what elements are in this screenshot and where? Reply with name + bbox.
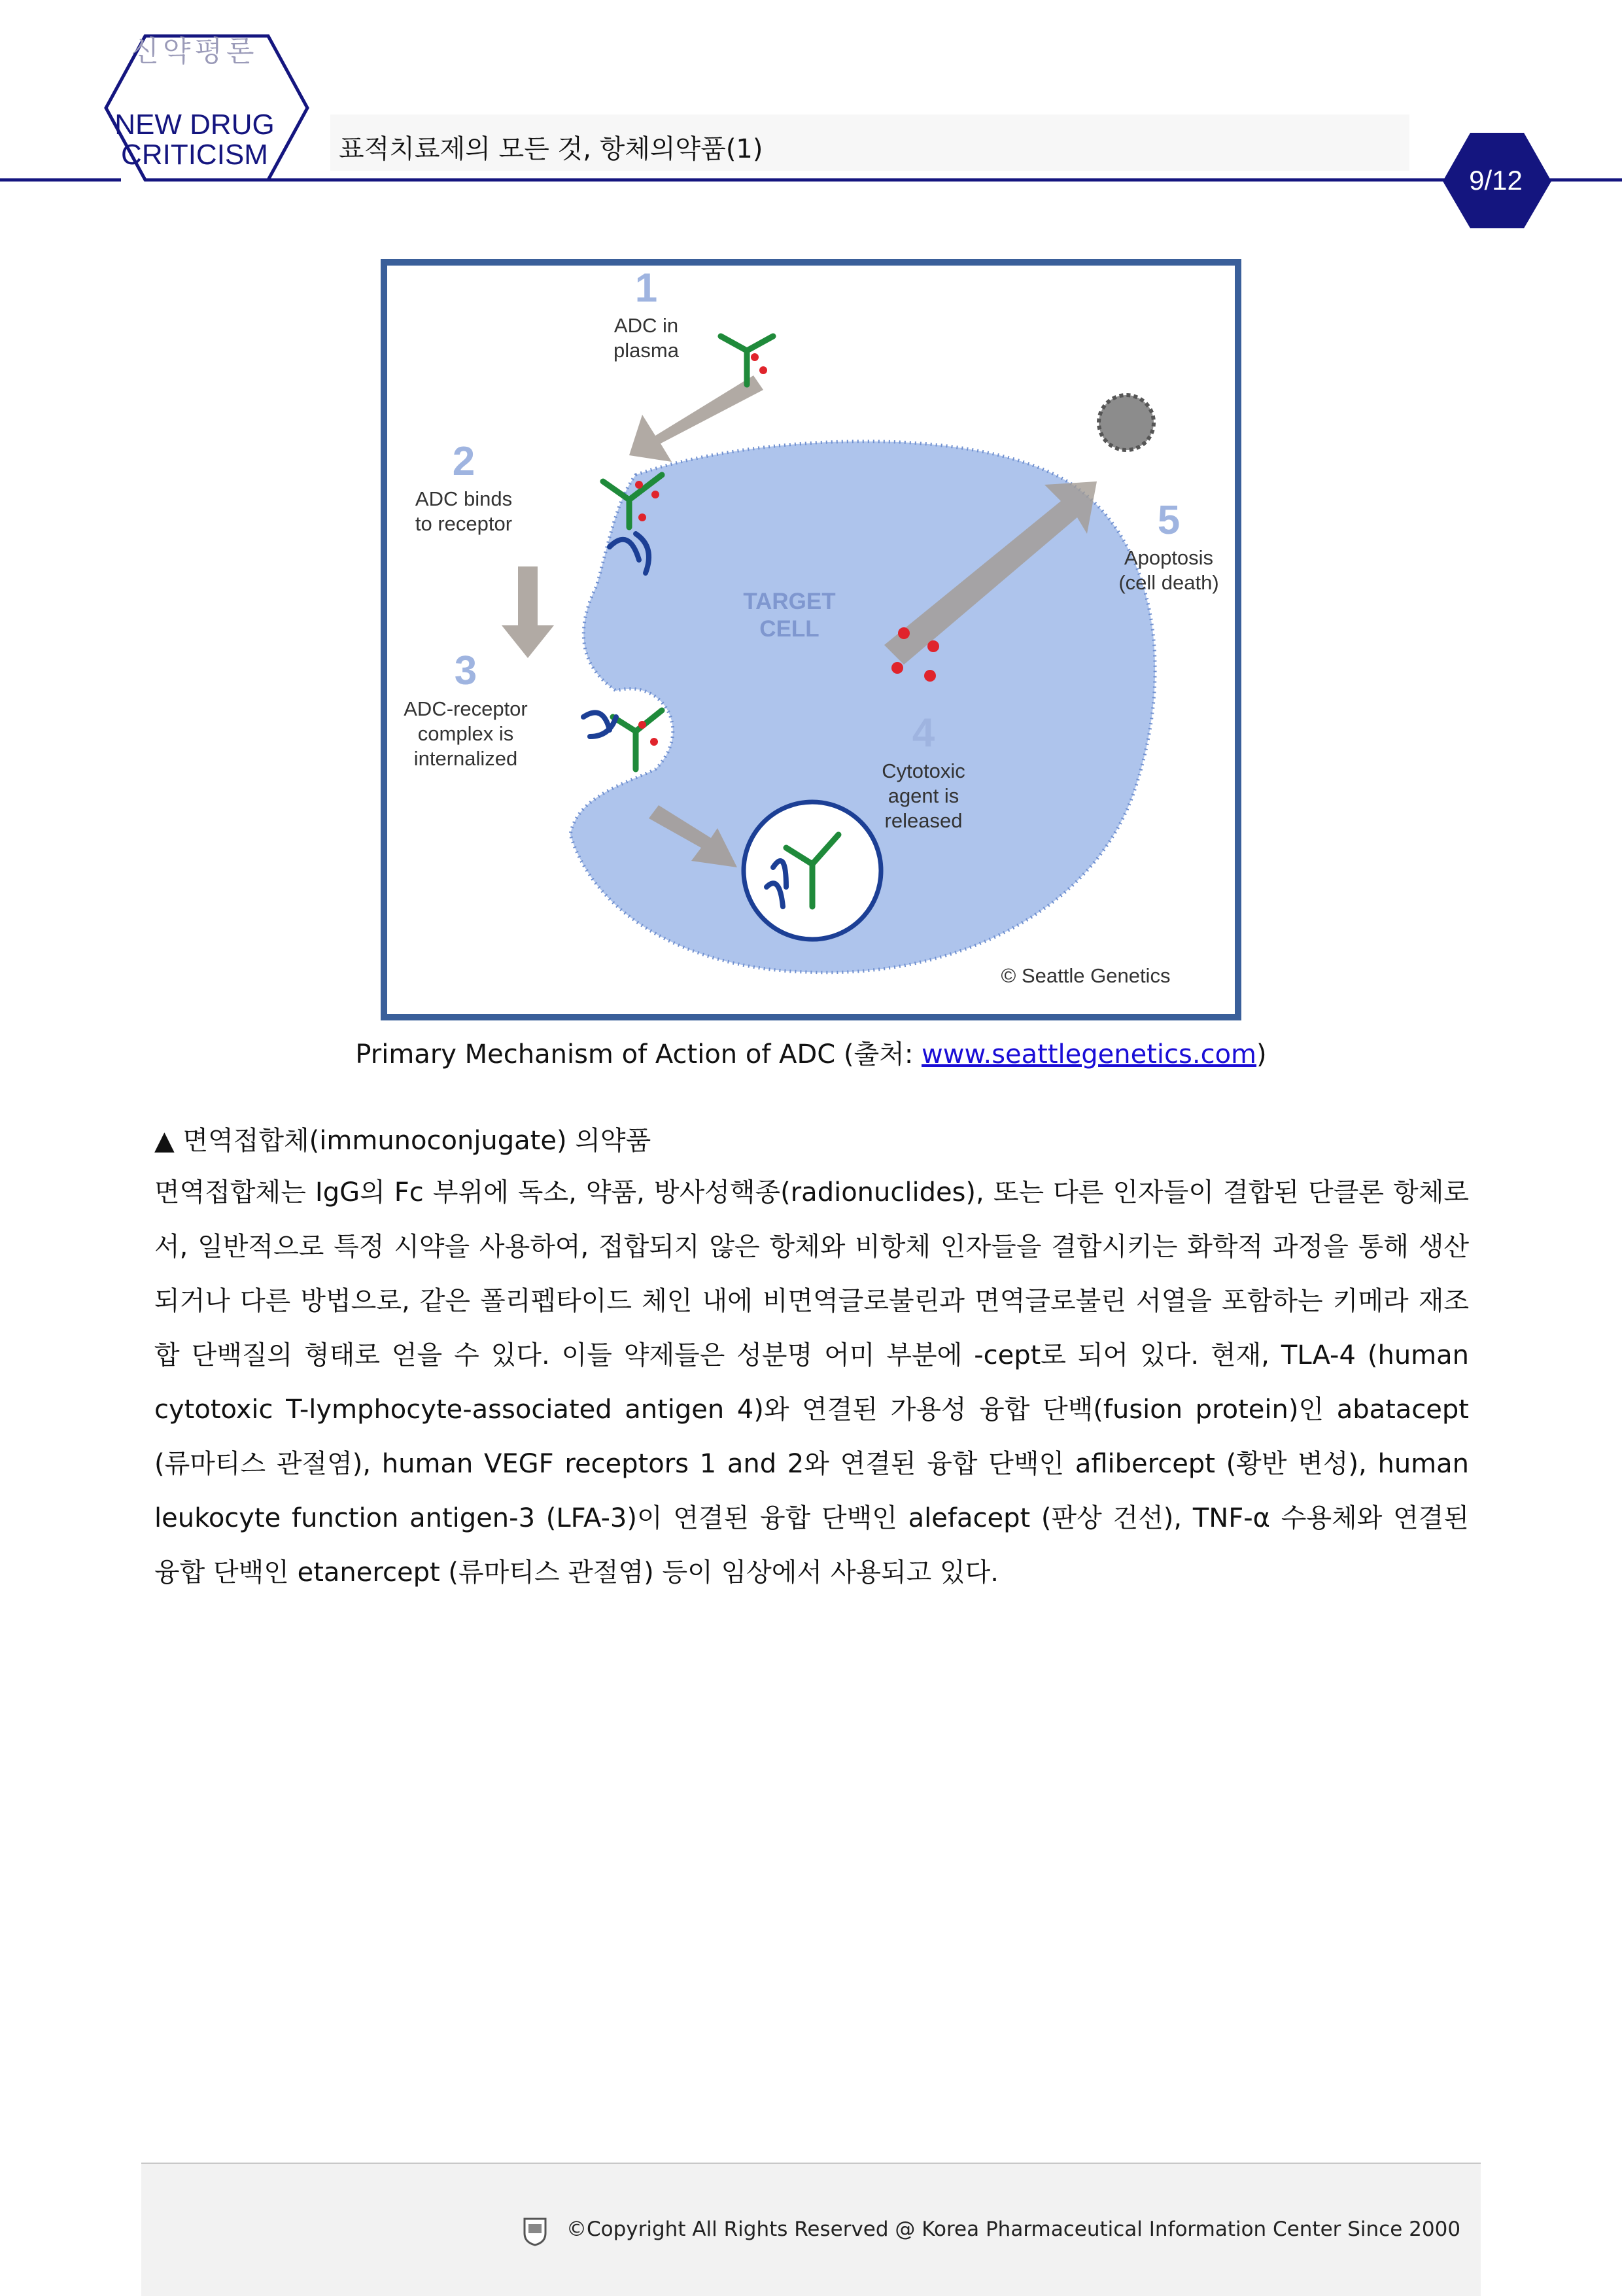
step3-label-line3: internalized xyxy=(413,747,518,770)
step4-label-line1: Cytotoxic xyxy=(882,759,965,782)
step3-label-line2: complex is xyxy=(417,722,514,745)
section-body: 면역접합체는 IgG의 Fc 부위에 독소, 약품, 방사성핵종(radionuclides), 또는 다른 인자들이 결합된 단클론 항체로서, 일반적으로 특정 시약을 사용하여, 접합되지 않은 항체와 비항체 인자들을 결합시키는 화학적 과정을 통해 생산되거나 다른 방법으로, 같은 폴리펩타이드 체인 내에 비면역글로불린과 면역글로불린 서열을 포함하는 키메라 재조합 단백질의 형태로 얻을 수 있다. 이들 약제들은 성분명 어미 부분에 -cept로 되어 있다. 현재, TLA-4 (human cytotoxic T-lymphocyte-associated antigen 4)와 연결된 가용성 융합 단백(fusion protein)인 abatacept (류마티스 관절염), human VEGF receptors 1 and 2와 연결된 융합 단백인 aflibercept (황반 변성), human leukocyte function antigen-3 (LFA-3)이 연결된 융합 단백인 alefacept (판상 건선), TNF-α 수용체와 연결된 융합 단백인 etanercept (류마티스 관절염) 등이 임상에서 사용되고 있다. xyxy=(154,1177,1469,1588)
step1-label-line1: ADC in xyxy=(613,314,679,337)
step4-label-line3: released xyxy=(884,809,963,832)
step2-label-line1: ADC binds xyxy=(415,487,513,510)
figure-credit: © Seattle Genetics xyxy=(1001,964,1171,987)
brand-english-line2: CRITICISM xyxy=(121,139,268,171)
step2-label-line2: to receptor xyxy=(415,512,513,535)
page-number: 9/12 xyxy=(1469,165,1523,196)
target-cell-label-line1: TARGET xyxy=(743,589,836,614)
caption-suffix: ) xyxy=(1256,1039,1267,1070)
adc-mechanism-figure xyxy=(381,259,1241,1020)
apoptotic-cell xyxy=(1099,395,1154,450)
step3-number: 3 xyxy=(454,648,477,693)
kpic-logo-icon xyxy=(522,2216,548,2246)
brand-english-line1: NEW DRUG xyxy=(114,109,275,141)
document-title: 표적치료제의 모든 것, 항체의약품(1) xyxy=(339,134,763,164)
step2-number: 2 xyxy=(452,439,475,484)
footer xyxy=(141,2163,1481,2296)
caption-link[interactable]: www.seattlegenetics.com xyxy=(922,1039,1257,1070)
step5-number: 5 xyxy=(1157,498,1181,543)
target-cell-label-line2: CELL xyxy=(759,616,820,642)
step5-label-line2: (cell death) xyxy=(1118,571,1219,594)
step1-label-line2: plasma xyxy=(613,339,679,362)
brand-korean: 신약평론 xyxy=(131,35,258,68)
step3-label-line1: ADC-receptor xyxy=(404,697,528,720)
step4-label-line2: agent is xyxy=(888,784,959,807)
step1-number: 1 xyxy=(634,266,658,311)
copyright-text: ©Copyright All Rights Reserved @ Korea Pharmaceutical Information Center Since 2000 xyxy=(566,2218,1461,2241)
figure-caption xyxy=(0,1034,1622,1071)
section-heading: ▲ 면역접합체(immunoconjugate) 의약품 xyxy=(154,1126,651,1156)
step4-number: 4 xyxy=(912,710,935,756)
step5-label-line1: Apoptosis xyxy=(1124,546,1214,569)
caption-text: Primary Mechanism of Action of ADC (출처: xyxy=(355,1039,922,1070)
